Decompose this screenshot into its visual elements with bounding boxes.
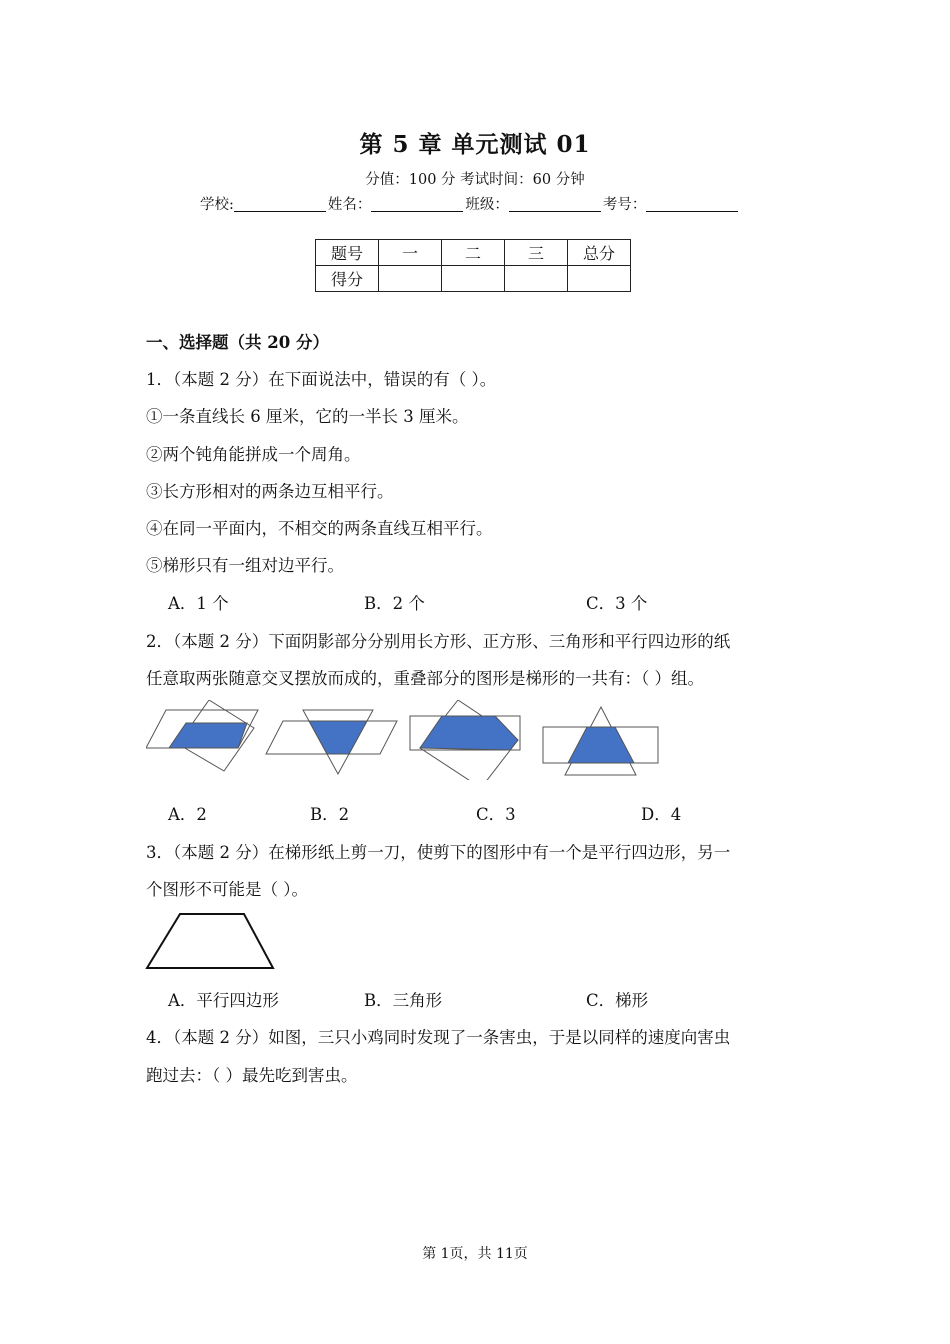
score-table-header-row — [316, 240, 631, 266]
class-blank[interactable] — [509, 196, 601, 212]
q4-stem-line1: 4．（本题 2 分）如图，三只小鸡同时发现了一条害虫，于是以同样的速度向害虫 — [146, 1028, 731, 1047]
score-cell: 总分 — [568, 240, 631, 266]
figure-2-triangle-parallelogram — [266, 710, 397, 774]
figure-3-rectangle-square — [410, 700, 520, 780]
exam-number-blank[interactable] — [646, 196, 738, 212]
q3-stem-line2: 个图形不可能是（ ）。 — [146, 880, 308, 899]
overlap-shading — [309, 721, 367, 754]
q4-stem-line2: 跑过去：（ ）最先吃到害虫。 — [146, 1066, 358, 1085]
q3-option-b[interactable]: B．三角形 — [364, 991, 443, 1010]
q2-option-b[interactable]: B．2 — [310, 805, 350, 824]
overlap-shading — [568, 727, 634, 763]
score-cell: 二 — [442, 240, 505, 266]
q1-stem: 1．（本题 2 分）在下面说法中，错误的有（ ）。 — [146, 370, 497, 389]
score-cell: 一 — [379, 240, 442, 266]
school-label: 学校: — [200, 197, 234, 213]
student-info-fields — [200, 193, 740, 214]
score-table-score-row — [316, 266, 631, 292]
score-cell — [442, 266, 505, 292]
overlap-shading — [169, 723, 247, 748]
q1-option-a[interactable]: A．1 个 — [168, 594, 229, 613]
score-cell: 得分 — [316, 266, 379, 292]
score-cell — [379, 266, 442, 292]
q3-option-a[interactable]: A．平行四边形 — [168, 991, 279, 1010]
page-footer: 第 1页，共 11页 — [422, 1246, 528, 1262]
exam-number-label: 考号： — [602, 197, 647, 213]
q2-option-a[interactable]: A．2 — [168, 805, 207, 824]
score-cell: 三 — [505, 240, 568, 266]
class-label: 班级： — [465, 197, 509, 213]
q2-option-d[interactable]: D．4 — [641, 805, 682, 824]
q2-stem-line2: 任意取两张随意交叉摆放而成的，重叠部分的图形是梯形的一共有：（ ）组。 — [146, 669, 704, 688]
score-cell: 题号 — [316, 240, 379, 266]
q3-trapezoid-figure — [140, 908, 280, 974]
figure-1-parallelogram-square — [146, 700, 258, 771]
q3-stem-line1: 3．（本题 2 分）在梯形纸上剪一刀，使剪下的图形中有一个是平行四边形，另一 — [146, 843, 731, 862]
q1-statement: ①一条直线长 6 厘米，它的一半长 3 厘米。 — [146, 407, 469, 426]
q2-option-c[interactable]: C．3 — [476, 805, 516, 824]
q1-statement: ⑤梯形只有一组对边平行。 — [146, 556, 344, 575]
score-table — [315, 239, 631, 292]
section-heading: 一、选择题（共 20 分） — [146, 333, 329, 352]
name-blank[interactable] — [371, 196, 463, 212]
exam-meta: 分值：100 分 考试时间：60 分钟 — [365, 172, 585, 188]
q1-statement: ②两个钝角能拼成一个周角。 — [146, 445, 361, 464]
name-label: 姓名： — [327, 197, 372, 213]
figure-4-triangle-rectangle — [543, 707, 658, 775]
q2-overlap-figures — [146, 700, 666, 780]
score-cell — [505, 266, 568, 292]
q2-stem-line1: 2．（本题 2 分）下面阴影部分分别用长方形、正方形、三角形和平行四边形的纸 — [146, 632, 731, 651]
q1-option-c[interactable]: C．3 个 — [586, 594, 648, 613]
q1-statement: ④在同一平面内，不相交的两条直线互相平行。 — [146, 519, 493, 538]
school-blank[interactable] — [234, 196, 326, 212]
score-cell — [568, 266, 631, 292]
q1-option-b[interactable]: B．2 个 — [364, 594, 425, 613]
page-title: 第 5 章 单元测试 01 — [359, 131, 591, 158]
q1-statement: ③长方形相对的两条边互相平行。 — [146, 482, 394, 501]
overlap-shading — [420, 716, 518, 750]
q3-option-c[interactable]: C．梯形 — [586, 991, 649, 1010]
